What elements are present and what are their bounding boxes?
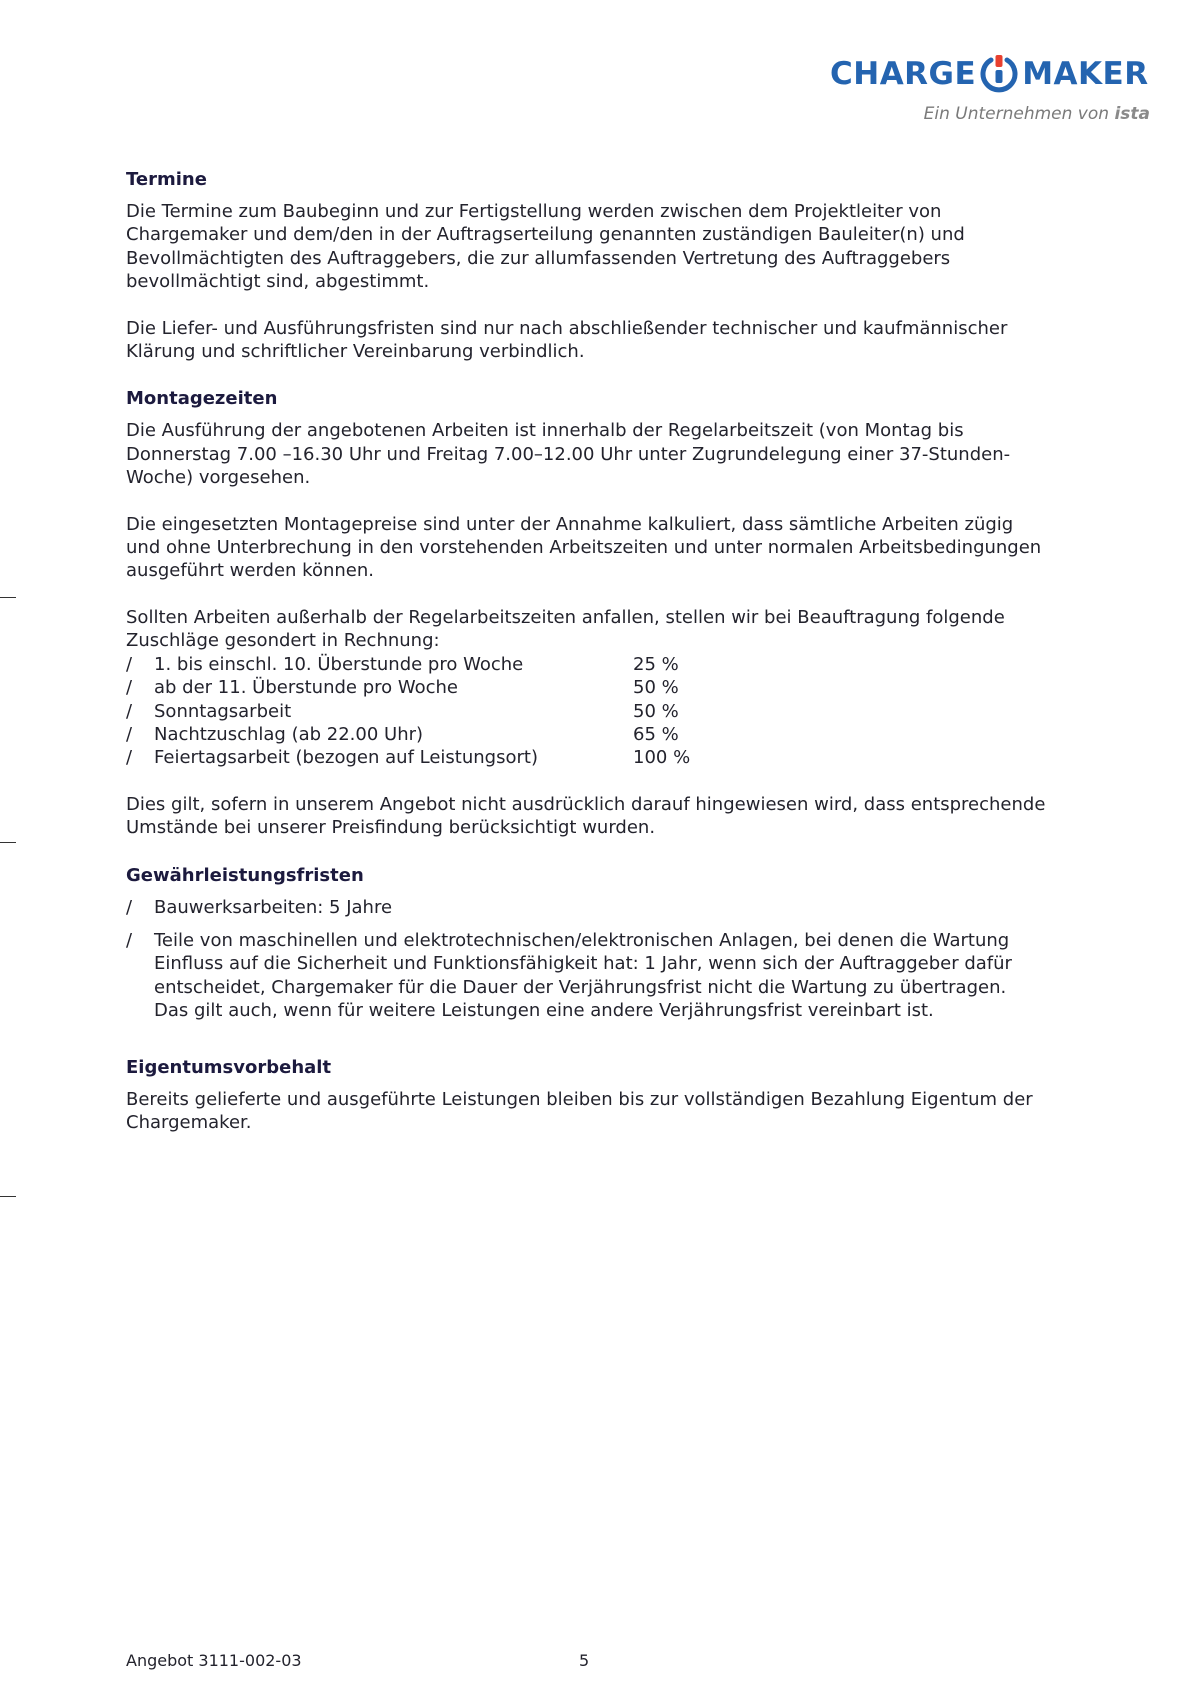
- power-plug-icon: [979, 54, 1019, 94]
- footer-page-number: 5: [579, 1651, 590, 1670]
- bullet-slash: /: [126, 677, 133, 699]
- warranty-list: [126, 896, 1046, 1023]
- punch-mark: [0, 1196, 16, 1197]
- warranty-text: Bauwerksarbeiten: 5 Jahre: [154, 896, 393, 918]
- surcharge-value: 50 %: [633, 700, 679, 722]
- bullet-slash: /: [126, 896, 133, 918]
- surcharge-item: [126, 653, 1046, 676]
- section-heading-montagezeiten: Montagezeiten: [126, 388, 278, 410]
- montagezeiten-paragraph-1: Die Ausführung der angebotenen Arbeiten ist innerhalb der Regelarbeitszeit (von Montag bis Donnerstag 7.00 –16.30 Uhr und Freitag 7.00–12.00 Uhr unter Zugrundelegung einer 37-Stunden-Woche) vorgesehen.: [126, 420, 1011, 489]
- surcharge-value: 100 %: [633, 747, 691, 769]
- bullet-slash: /: [126, 723, 133, 745]
- surcharge-item: [126, 746, 1046, 769]
- section-heading-eigentum: Eigentumsvorbehalt: [126, 1056, 332, 1078]
- logo-text-left: CHARGE: [830, 56, 977, 92]
- surcharge-item: [126, 676, 1046, 699]
- section-heading-termine: Termine: [126, 169, 207, 190]
- surcharge-label: Sonntagsarbeit: [154, 700, 292, 722]
- ista-brand: ista: [1114, 104, 1150, 124]
- fold-mark: [0, 842, 16, 843]
- surcharge-item: [126, 723, 1046, 746]
- surcharge-label: Feiertagsarbeit (bezogen auf Leistungsort): [154, 747, 538, 769]
- chargemaker-logo: [830, 52, 1150, 132]
- surcharge-item: [126, 700, 1046, 723]
- surcharge-list: [126, 653, 1046, 770]
- eigentum-paragraph-1: Bereits gelieferte und ausgeführte Leistungen bleiben bis zur vollständigen Bezahlung Eigentum der Chargemaker.: [126, 1088, 1033, 1133]
- surcharge-value: 65 %: [633, 723, 679, 745]
- montagezeiten-paragraph-2: Die eingesetzten Montagepreise sind unter der Annahme kalkuliert, dass sämtliche Arbeiten zügig und ohne Unterbrechung in den vorstehenden Arbeitszeiten und unter normalen Arbeitsbedingungen ausgeführt werden können.: [126, 513, 1042, 582]
- surcharge-label: ab der 11. Überstunde pro Woche: [154, 677, 458, 699]
- warranty-item: [126, 896, 1046, 919]
- termine-paragraph-1: Die Termine zum Baubeginn und zur Fertigstellung werden zwischen dem Projektleiter von Chargemaker und dem/den in der Auftragserteilung genannten zuständigen Bauleiter(n) und Bevollmächtigten des Auftraggebers, die zur allumfassenden Vertretung des Auftraggebers bevollmächtigt sind, abgestimmt.: [126, 201, 965, 293]
- warranty-item: [126, 929, 1046, 1023]
- logo-wordmark: [830, 52, 1149, 96]
- bullet-slash: /: [126, 653, 133, 675]
- bullet-slash: /: [126, 700, 133, 722]
- logo-tagline: [924, 104, 1150, 124]
- surcharge-label: Nachtzuschlag (ab 22.00 Uhr): [154, 723, 424, 745]
- montagezeiten-paragraph-3: Sollten Arbeiten außerhalb der Regelarbeitszeiten anfallen, stellen wir bei Beauftragung folgende Zuschläge gesondert in Rechnung:: [126, 606, 1005, 652]
- termine-paragraph-2: Die Liefer- und Ausführungsfristen sind nur nach abschließender technischer und kaufmännischer Klärung und schriftlicher Vereinbarung verbindlich.: [126, 317, 1008, 363]
- surcharge-value: 25 %: [633, 653, 679, 675]
- montagezeiten-paragraph-4: Dies gilt, sofern in unserem Angebot nicht ausdrücklich darauf hingewiesen wird, dass entsprechende Umstände bei unserer Preisfindung berücksichtigt wurden.: [126, 793, 1046, 839]
- warranty-text: Teile von maschinellen und elektrotechnischen/elektronischen Anlagen, bei denen die Wartung Einfluss auf die Sicherheit und Funktionsfähigkeit hat: 1 Jahr, wenn sich der Auftraggeber dafür entscheidet, Chargemaker für die Dauer der Verjährungsfrist nicht die Wartung zu übertragen. Das gilt auch, wenn für weitere Leistungen eine andere Verjährungsfrist vereinbart ist.: [154, 929, 1012, 1022]
- section-heading-gewaehrleistung: Gewährleistungsfristen: [126, 864, 364, 886]
- fold-mark: [0, 597, 16, 598]
- document-body: [126, 168, 1046, 1134]
- surcharge-label: 1. bis einschl. 10. Überstunde pro Woche: [154, 653, 524, 675]
- bullet-slash: /: [126, 747, 133, 769]
- bullet-slash: /: [126, 929, 133, 951]
- logo-text-right: MAKER: [1022, 56, 1149, 92]
- tagline-text: Ein Unternehmen von: [923, 104, 1110, 124]
- surcharge-value: 50 %: [633, 677, 679, 699]
- footer-offer-number: Angebot 3111-002-03: [126, 1651, 302, 1670]
